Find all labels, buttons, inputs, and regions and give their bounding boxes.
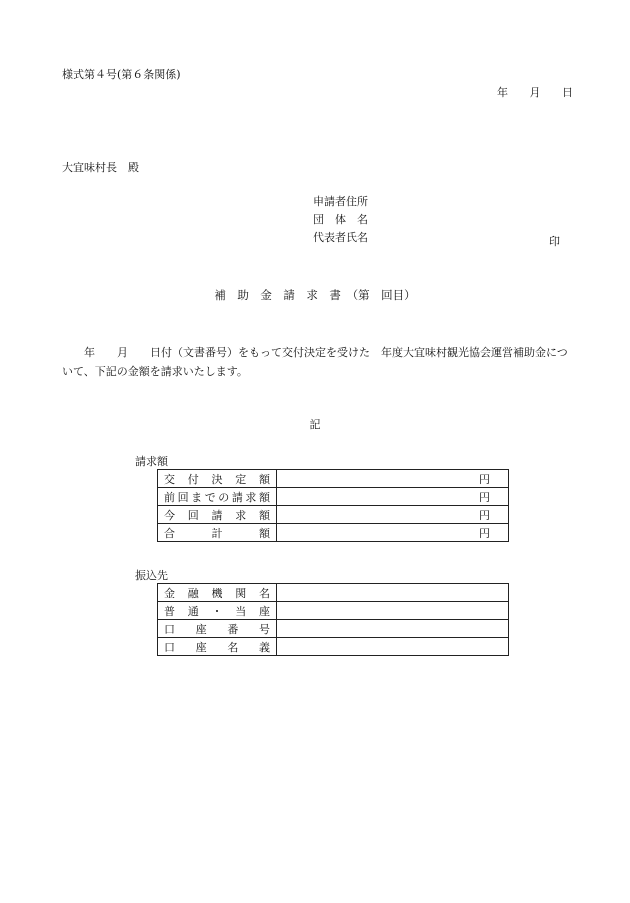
- table-row: [158, 638, 509, 656]
- ki-heading: 記: [309, 418, 321, 431]
- transfer-label-account-type: 普通・当座: [158, 602, 277, 620]
- table-row: [158, 488, 509, 506]
- applicant-rep-label: 代表者氏名: [313, 231, 368, 244]
- claim-label-decided: 交付決定額: [158, 470, 277, 488]
- claim-label-current: 今回請求額: [158, 506, 277, 524]
- transfer-label-bank: 金融機関名: [158, 584, 277, 602]
- transfer-value-bank[interactable]: [277, 584, 509, 602]
- claim-value-decided[interactable]: [277, 470, 509, 488]
- transfer-table: [157, 583, 509, 656]
- date-month: 月: [529, 86, 541, 99]
- table-row: [158, 470, 509, 488]
- addressee: 大宜味村長 殿: [62, 161, 139, 174]
- applicant-block: [313, 193, 368, 247]
- yen-unit: 円: [479, 526, 490, 540]
- transfer-section-heading: 振込先: [135, 569, 168, 582]
- transfer-value-account-type[interactable]: [277, 602, 509, 620]
- table-row: [158, 620, 509, 638]
- claim-table: [157, 469, 509, 542]
- claim-section-heading: 請求額: [135, 455, 168, 468]
- transfer-label-account-number: 口座番号: [158, 620, 277, 638]
- yen-unit: 円: [479, 508, 490, 522]
- claim-label-previous: 前回までの請求額: [158, 488, 277, 506]
- transfer-label-account-holder: 口座名義: [158, 638, 277, 656]
- transfer-value-account-number[interactable]: [277, 620, 509, 638]
- yen-unit: 円: [479, 472, 490, 486]
- yen-unit: 円: [479, 490, 490, 504]
- seal-mark: 印: [549, 235, 560, 248]
- table-row: [158, 602, 509, 620]
- table-row: [158, 524, 509, 542]
- table-row: [158, 584, 509, 602]
- date-year: 年: [497, 86, 508, 99]
- claim-value-total[interactable]: [277, 524, 509, 542]
- table-row: [158, 506, 509, 524]
- claim-value-previous[interactable]: [277, 488, 509, 506]
- claim-value-current[interactable]: [277, 506, 509, 524]
- document-title: 補 助 金 請 求 書 （第 回目）: [214, 288, 416, 302]
- applicant-group-label: 団 体 名: [313, 213, 368, 226]
- date-line: [497, 84, 573, 100]
- form-number: 様式第４号(第６条関係): [62, 68, 181, 81]
- transfer-value-account-holder[interactable]: [277, 638, 509, 656]
- date-day: 日: [562, 86, 573, 99]
- applicant-address-label: 申請者住所: [313, 195, 368, 208]
- body-text: 年 月 日付（文書番号）をもって交付決定を受けた 年度大宜味村観光協会運営補助金について、下記の金額を請求いたします。: [62, 346, 568, 378]
- claim-label-total: 合計額: [158, 524, 277, 542]
